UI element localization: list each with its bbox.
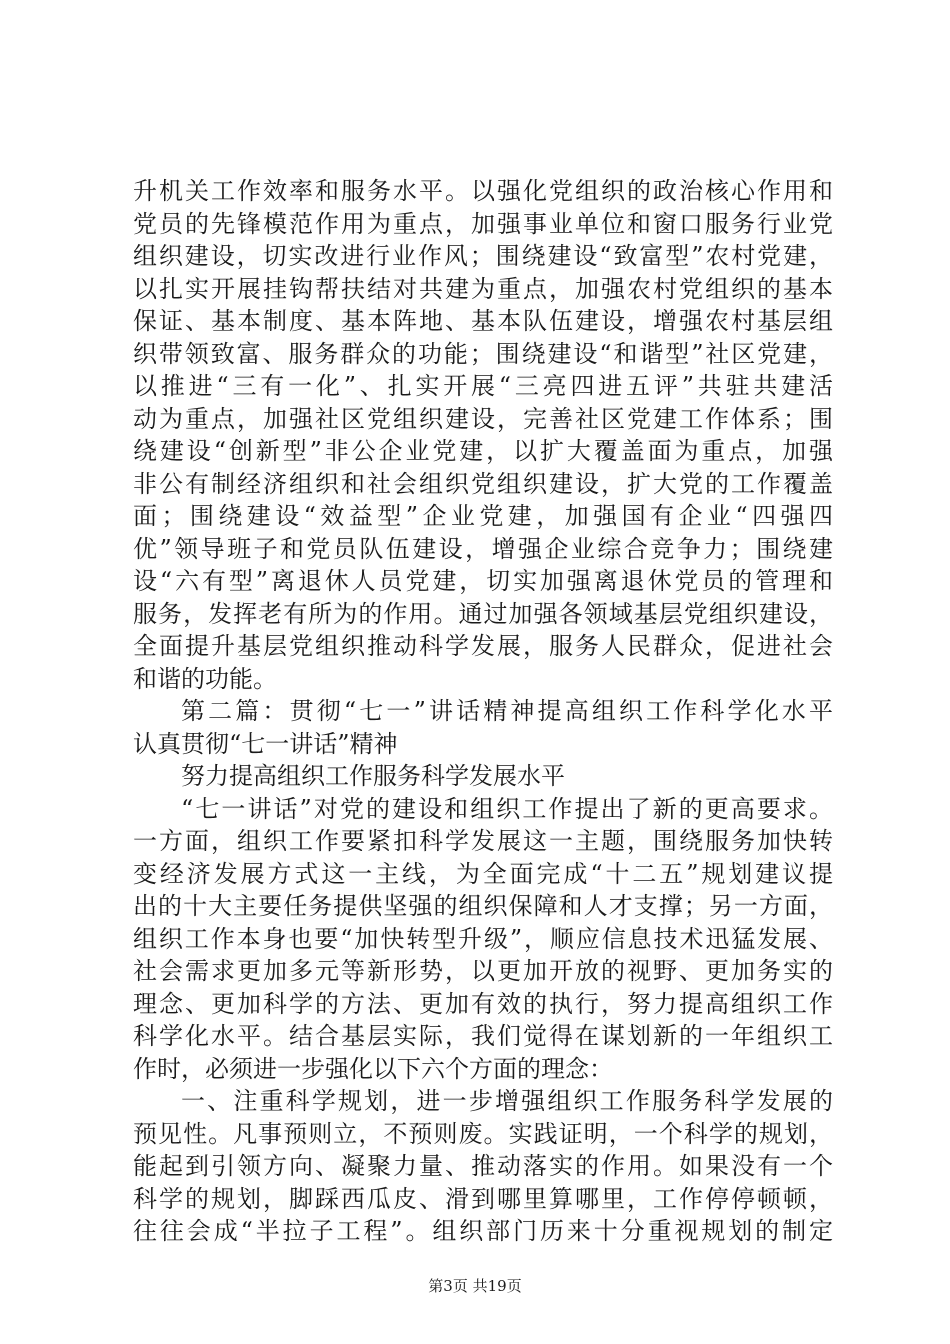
text-line: 作时，必须进一步强化以下六个方面的理念： — [133, 1054, 613, 1083]
text-line: 以扎实开展挂钩帮扶结对共建为重点，加强农村党组织的基本 — [133, 274, 833, 303]
text-line: 努力提高组织工作服务科学发展水平 — [181, 762, 565, 790]
text-line: 社会需求更加多元等新形势，以更加开放的视野、更加务实的 — [133, 957, 833, 985]
text-line: 科学的规划，脚踩西瓜皮、滑到哪里算哪里，工作停停顿顿， — [133, 1184, 833, 1213]
text-line: 出的十大主要任务提供坚强的组织保障和人才支撑；另一方面， — [133, 892, 833, 920]
text-line: 组织建设，切实改进行业作风；围绕建设“致富型”农村党建， — [133, 242, 833, 270]
text-line: 以推进“三有一化”、扎实开展“三亮四进五评”共驻共建活 — [133, 372, 833, 400]
text-line: 第二篇：贯彻“七一”讲话精神提高组织工作科学化水平 — [181, 697, 833, 725]
text-line: 一、注重科学规划，进一步增强组织工作服务科学发展的 — [181, 1087, 833, 1115]
document-body — [133, 175, 833, 1248]
text-line: 绕建设“创新型”非公企业党建，以扩大覆盖面为重点，加强 — [133, 437, 833, 465]
text-line: “七一讲话”对党的建设和组织工作提出了新的更高要求。 — [181, 794, 833, 823]
text-line: 面；围绕建设“效益型”企业党建，加强国有企业“四强四 — [133, 502, 833, 530]
text-line: 一方面，组织工作要紧扣科学发展这一主题，围绕服务加快转 — [133, 827, 833, 855]
text-line: 能起到引领方向、凝聚力量、推动落实的作用。如果没有一个 — [133, 1152, 833, 1180]
text-line: 组织工作本身也要“加快转型升级”，顺应信息技术迅猛发展、 — [133, 924, 833, 953]
text-line: 全面提升基层党组织推动科学发展，服务人民群众，促进社会 — [133, 632, 833, 660]
text-line: 织带领致富、服务群众的功能；围绕建设“和谐型”社区党建， — [133, 339, 833, 368]
text-line: 往往会成“半拉子工程”。组织部门历来十分重视规划的制定 — [133, 1217, 833, 1245]
text-line: 和谐的功能。 — [133, 664, 277, 693]
text-line: 动为重点，加强社区党组织建设，完善社区党建工作体系；围 — [133, 404, 833, 433]
text-line: 优”领导班子和党员队伍建设，增强企业综合竞争力；围绕建 — [133, 534, 833, 563]
text-line: 升机关工作效率和服务水平。以强化党组织的政治核心作用和 — [133, 177, 833, 205]
text-line: 非公有制经济组织和社会组织党组织建设，扩大党的工作覆盖 — [133, 469, 833, 498]
text-line: 设“六有型”离退休人员党建，切实加强离退休党员的管理和 — [133, 567, 833, 595]
text-line: 预见性。凡事预则立，不预则废。实践证明，一个科学的规划， — [133, 1119, 833, 1148]
text-line: 服务，发挥老有所为的作用。通过加强各领域基层党组织建设， — [133, 599, 833, 628]
text-line: 认真贯彻“七一讲话”精神 — [133, 729, 398, 758]
text-line: 保证、基本制度、基本阵地、基本队伍建设，增强农村基层组 — [133, 307, 833, 335]
text-line: 党员的先锋模范作用为重点，加强事业单位和窗口服务行业党 — [133, 209, 833, 238]
text-line: 科学化水平。结合基层实际，我们觉得在谋划新的一年组织工 — [133, 1022, 833, 1050]
text-line: 理念、更加科学的方法、更加有效的执行，努力提高组织工作 — [133, 989, 833, 1018]
text-line: 变经济发展方式这一主线，为全面完成“十二五”规划建议提 — [133, 859, 833, 888]
page-footer: 第3页 共19页 — [428, 1277, 522, 1295]
